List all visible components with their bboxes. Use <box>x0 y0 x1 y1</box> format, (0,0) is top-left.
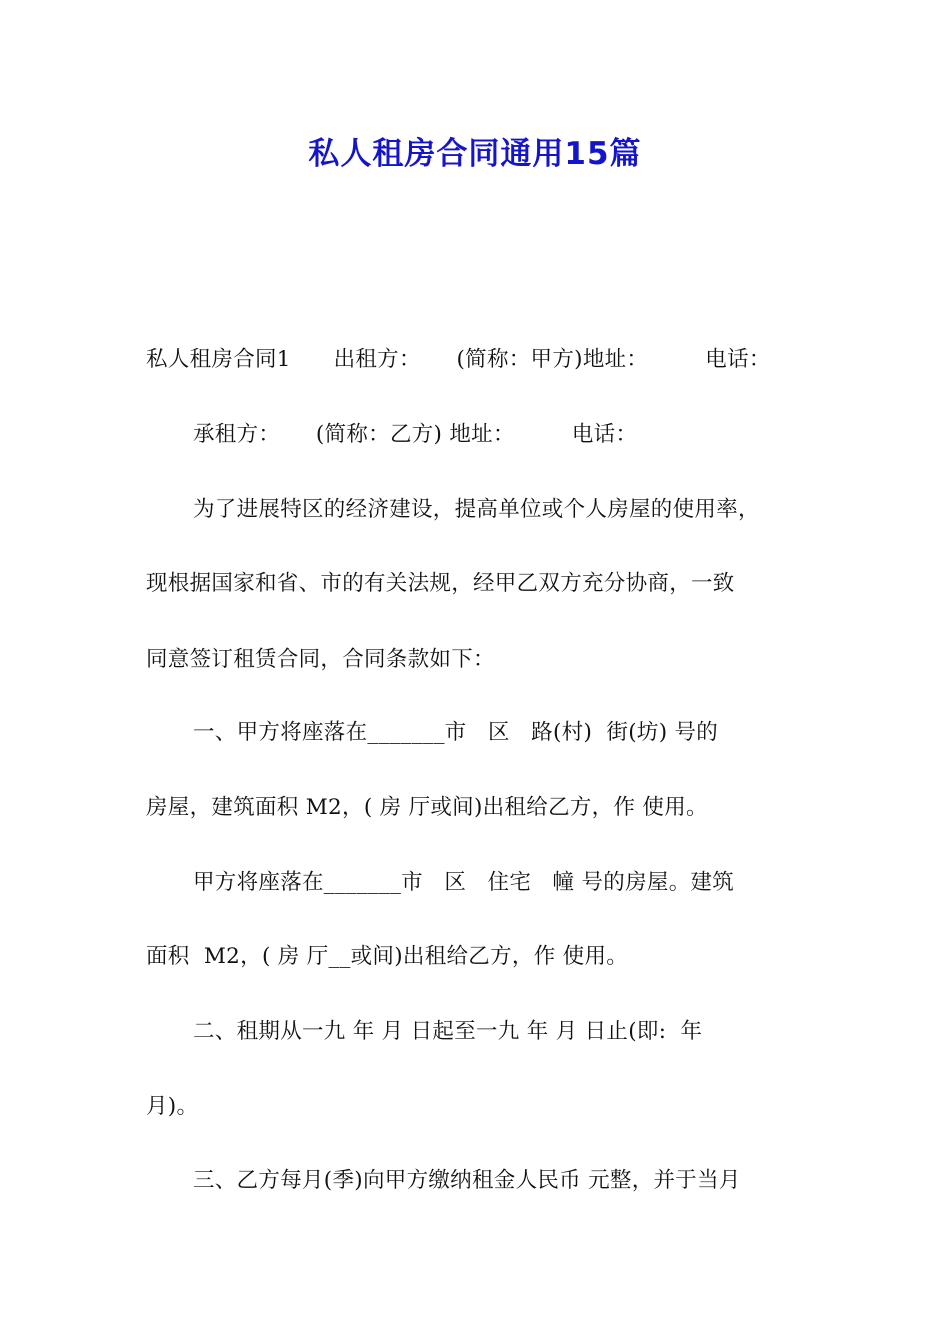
paragraph-line: 同意签订租赁合同，合同条款如下： <box>146 647 495 672</box>
paragraph-line: 房屋，建筑面积 M2，( 房 厅或间)出租给乙方，作 使用。 <box>146 795 708 820</box>
paragraph-line: 二、租期从一九 年 月 日起至一九 年 月 日止(即: 年 <box>193 1019 703 1044</box>
paragraph-line: 甲方将座落在_______市 区 住宅 幢 号的房屋。建筑 <box>193 870 735 895</box>
paragraph-line: 现根据国家和省、市的有关法规，经甲乙双方充分协商，一致 <box>146 571 735 596</box>
paragraph-line: 私人租房合同1 出租方： (简称：甲方)地址： 电话： <box>146 347 771 372</box>
document-title: 私人租房合同通用15篇 <box>308 136 642 172</box>
paragraph-line: 为了进展特区的经济建设，提高单位或个人房屋的使用率， <box>193 497 760 522</box>
paragraph-line: 承租方： (简称：乙方) 地址： 电话： <box>193 422 638 447</box>
paragraph-line: 一、甲方将座落在_______市 区 路(村) 街(坊) 号的 <box>193 720 719 745</box>
paragraph-line: 三、乙方每月(季)向甲方缴纳租金人民币 元整，并于当月 <box>193 1168 741 1193</box>
paragraph-line: 月)。 <box>146 1094 199 1119</box>
paragraph-line: 面积 M2，( 房 厅__或间)出租给乙方，作 使用。 <box>146 944 629 969</box>
